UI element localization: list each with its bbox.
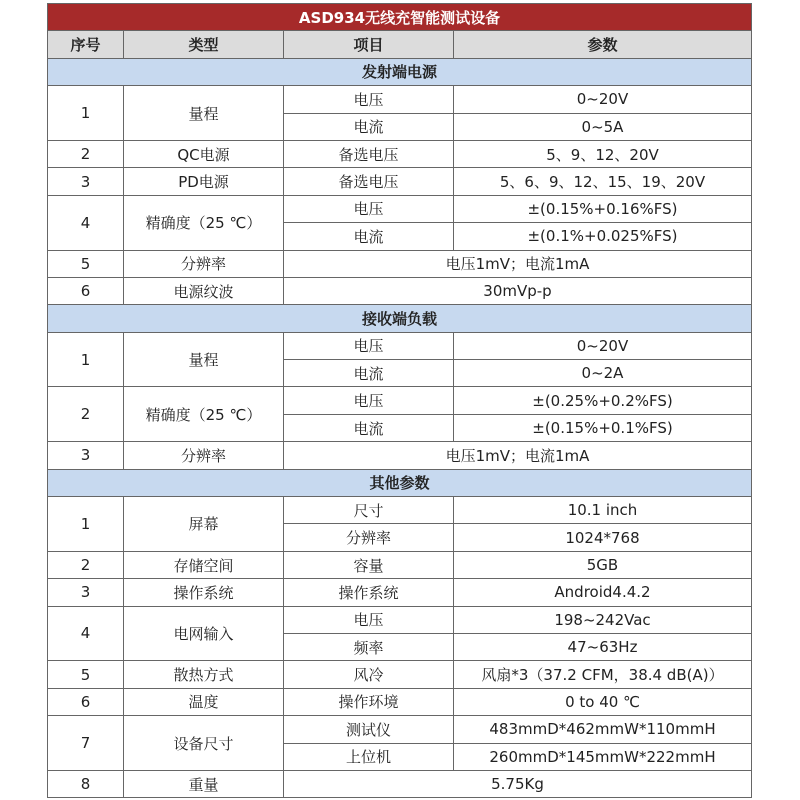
row-number: 7 bbox=[48, 716, 124, 771]
row-number: 6 bbox=[48, 277, 124, 304]
section-title: 接收端负载 bbox=[48, 305, 752, 332]
section-title: 发射端电源 bbox=[48, 58, 752, 85]
row-type: QC电源 bbox=[124, 140, 284, 167]
row-number: 5 bbox=[48, 661, 124, 688]
row-item: 电流 bbox=[284, 360, 454, 387]
row-param: ±(0.15%+0.1%FS) bbox=[454, 414, 752, 441]
row-merged-value: 电压1mV；电流1mA bbox=[284, 250, 752, 277]
row-item: 容量 bbox=[284, 551, 454, 578]
row-item: 电流 bbox=[284, 223, 454, 250]
row-type: 温度 bbox=[124, 688, 284, 715]
row-item: 电压 bbox=[284, 332, 454, 359]
table-row bbox=[48, 332, 752, 359]
row-type: 存储空间 bbox=[124, 551, 284, 578]
section-header-row bbox=[48, 469, 752, 496]
row-param: ±(0.1%+0.025%FS) bbox=[454, 223, 752, 250]
row-item: 电流 bbox=[284, 113, 454, 140]
row-number: 1 bbox=[48, 497, 124, 552]
table-row bbox=[48, 250, 752, 277]
row-type: 重量 bbox=[124, 770, 284, 797]
row-type: 电网输入 bbox=[124, 606, 284, 661]
row-number: 4 bbox=[48, 195, 124, 250]
table-row bbox=[48, 770, 752, 797]
row-number: 6 bbox=[48, 688, 124, 715]
row-type: 分辨率 bbox=[124, 250, 284, 277]
table-row bbox=[48, 606, 752, 633]
row-type: 分辨率 bbox=[124, 442, 284, 469]
row-number: 1 bbox=[48, 86, 124, 141]
row-param: 0~20V bbox=[454, 332, 752, 359]
row-param: 1024*768 bbox=[454, 524, 752, 551]
table-row bbox=[48, 86, 752, 113]
row-type: 量程 bbox=[124, 86, 284, 141]
row-item: 操作环境 bbox=[284, 688, 454, 715]
row-number: 5 bbox=[48, 250, 124, 277]
row-param: 0~2A bbox=[454, 360, 752, 387]
row-item: 风冷 bbox=[284, 661, 454, 688]
row-item: 备选电压 bbox=[284, 140, 454, 167]
table-row bbox=[48, 277, 752, 304]
table-row bbox=[48, 716, 752, 743]
row-number: 8 bbox=[48, 770, 124, 797]
row-type: 设备尺寸 bbox=[124, 716, 284, 771]
row-number: 2 bbox=[48, 387, 124, 442]
table-row bbox=[48, 140, 752, 167]
header-item: 项目 bbox=[284, 31, 454, 58]
row-item: 电压 bbox=[284, 387, 454, 414]
table-row bbox=[48, 661, 752, 688]
table-row bbox=[48, 387, 752, 414]
section-title: 其他参数 bbox=[48, 469, 752, 496]
section-header-row bbox=[48, 305, 752, 332]
row-type: 量程 bbox=[124, 332, 284, 387]
header-param: 参数 bbox=[454, 31, 752, 58]
table-row bbox=[48, 442, 752, 469]
row-item: 上位机 bbox=[284, 743, 454, 770]
table-title: ASD934无线充智能测试设备 bbox=[48, 4, 752, 31]
row-item: 电压 bbox=[284, 195, 454, 222]
row-param: 0~20V bbox=[454, 86, 752, 113]
table-row bbox=[48, 168, 752, 195]
row-merged-value: 电压1mV；电流1mA bbox=[284, 442, 752, 469]
table-row bbox=[48, 551, 752, 578]
row-param: 483mmD*462mmW*110mmH bbox=[454, 716, 752, 743]
row-param: 5、9、12、20V bbox=[454, 140, 752, 167]
row-number: 2 bbox=[48, 551, 124, 578]
row-type: PD电源 bbox=[124, 168, 284, 195]
row-item: 频率 bbox=[284, 633, 454, 660]
row-number: 3 bbox=[48, 442, 124, 469]
header-type: 类型 bbox=[124, 31, 284, 58]
row-item: 测试仪 bbox=[284, 716, 454, 743]
row-number: 2 bbox=[48, 140, 124, 167]
row-item: 电流 bbox=[284, 414, 454, 441]
row-param: ±(0.15%+0.16%FS) bbox=[454, 195, 752, 222]
row-item: 分辨率 bbox=[284, 524, 454, 551]
row-type: 散热方式 bbox=[124, 661, 284, 688]
row-type: 电源纹波 bbox=[124, 277, 284, 304]
row-param: 5GB bbox=[454, 551, 752, 578]
row-param: ±(0.25%+0.2%FS) bbox=[454, 387, 752, 414]
table-row bbox=[48, 688, 752, 715]
row-item: 电压 bbox=[284, 606, 454, 633]
table-row bbox=[48, 497, 752, 524]
row-type: 精确度（25 ℃） bbox=[124, 195, 284, 250]
spec-table bbox=[47, 3, 752, 798]
row-type: 精确度（25 ℃） bbox=[124, 387, 284, 442]
row-param: Android4.4.2 bbox=[454, 579, 752, 606]
table-row bbox=[48, 195, 752, 222]
section-header-row bbox=[48, 58, 752, 85]
spec-body bbox=[48, 58, 752, 798]
row-merged-value: 5.75Kg bbox=[284, 770, 752, 797]
row-item: 电压 bbox=[284, 86, 454, 113]
row-param: 风扇*3（37.2 CFM，38.4 dB(A)） bbox=[454, 661, 752, 688]
row-param: 0 to 40 ℃ bbox=[454, 688, 752, 715]
row-param: 0~5A bbox=[454, 113, 752, 140]
row-item: 尺寸 bbox=[284, 497, 454, 524]
row-item: 备选电压 bbox=[284, 168, 454, 195]
row-param: 10.1 inch bbox=[454, 497, 752, 524]
row-param: 260mmD*145mmW*222mmH bbox=[454, 743, 752, 770]
row-item: 操作系统 bbox=[284, 579, 454, 606]
row-number: 3 bbox=[48, 579, 124, 606]
row-merged-value: 30mVp-p bbox=[284, 277, 752, 304]
row-number: 3 bbox=[48, 168, 124, 195]
row-type: 屏幕 bbox=[124, 497, 284, 552]
row-number: 4 bbox=[48, 606, 124, 661]
row-param: 5、6、9、12、15、19、20V bbox=[454, 168, 752, 195]
row-number: 1 bbox=[48, 332, 124, 387]
table-row bbox=[48, 579, 752, 606]
row-param: 47~63Hz bbox=[454, 633, 752, 660]
header-no: 序号 bbox=[48, 31, 124, 58]
row-type: 操作系统 bbox=[124, 579, 284, 606]
row-param: 198~242Vac bbox=[454, 606, 752, 633]
